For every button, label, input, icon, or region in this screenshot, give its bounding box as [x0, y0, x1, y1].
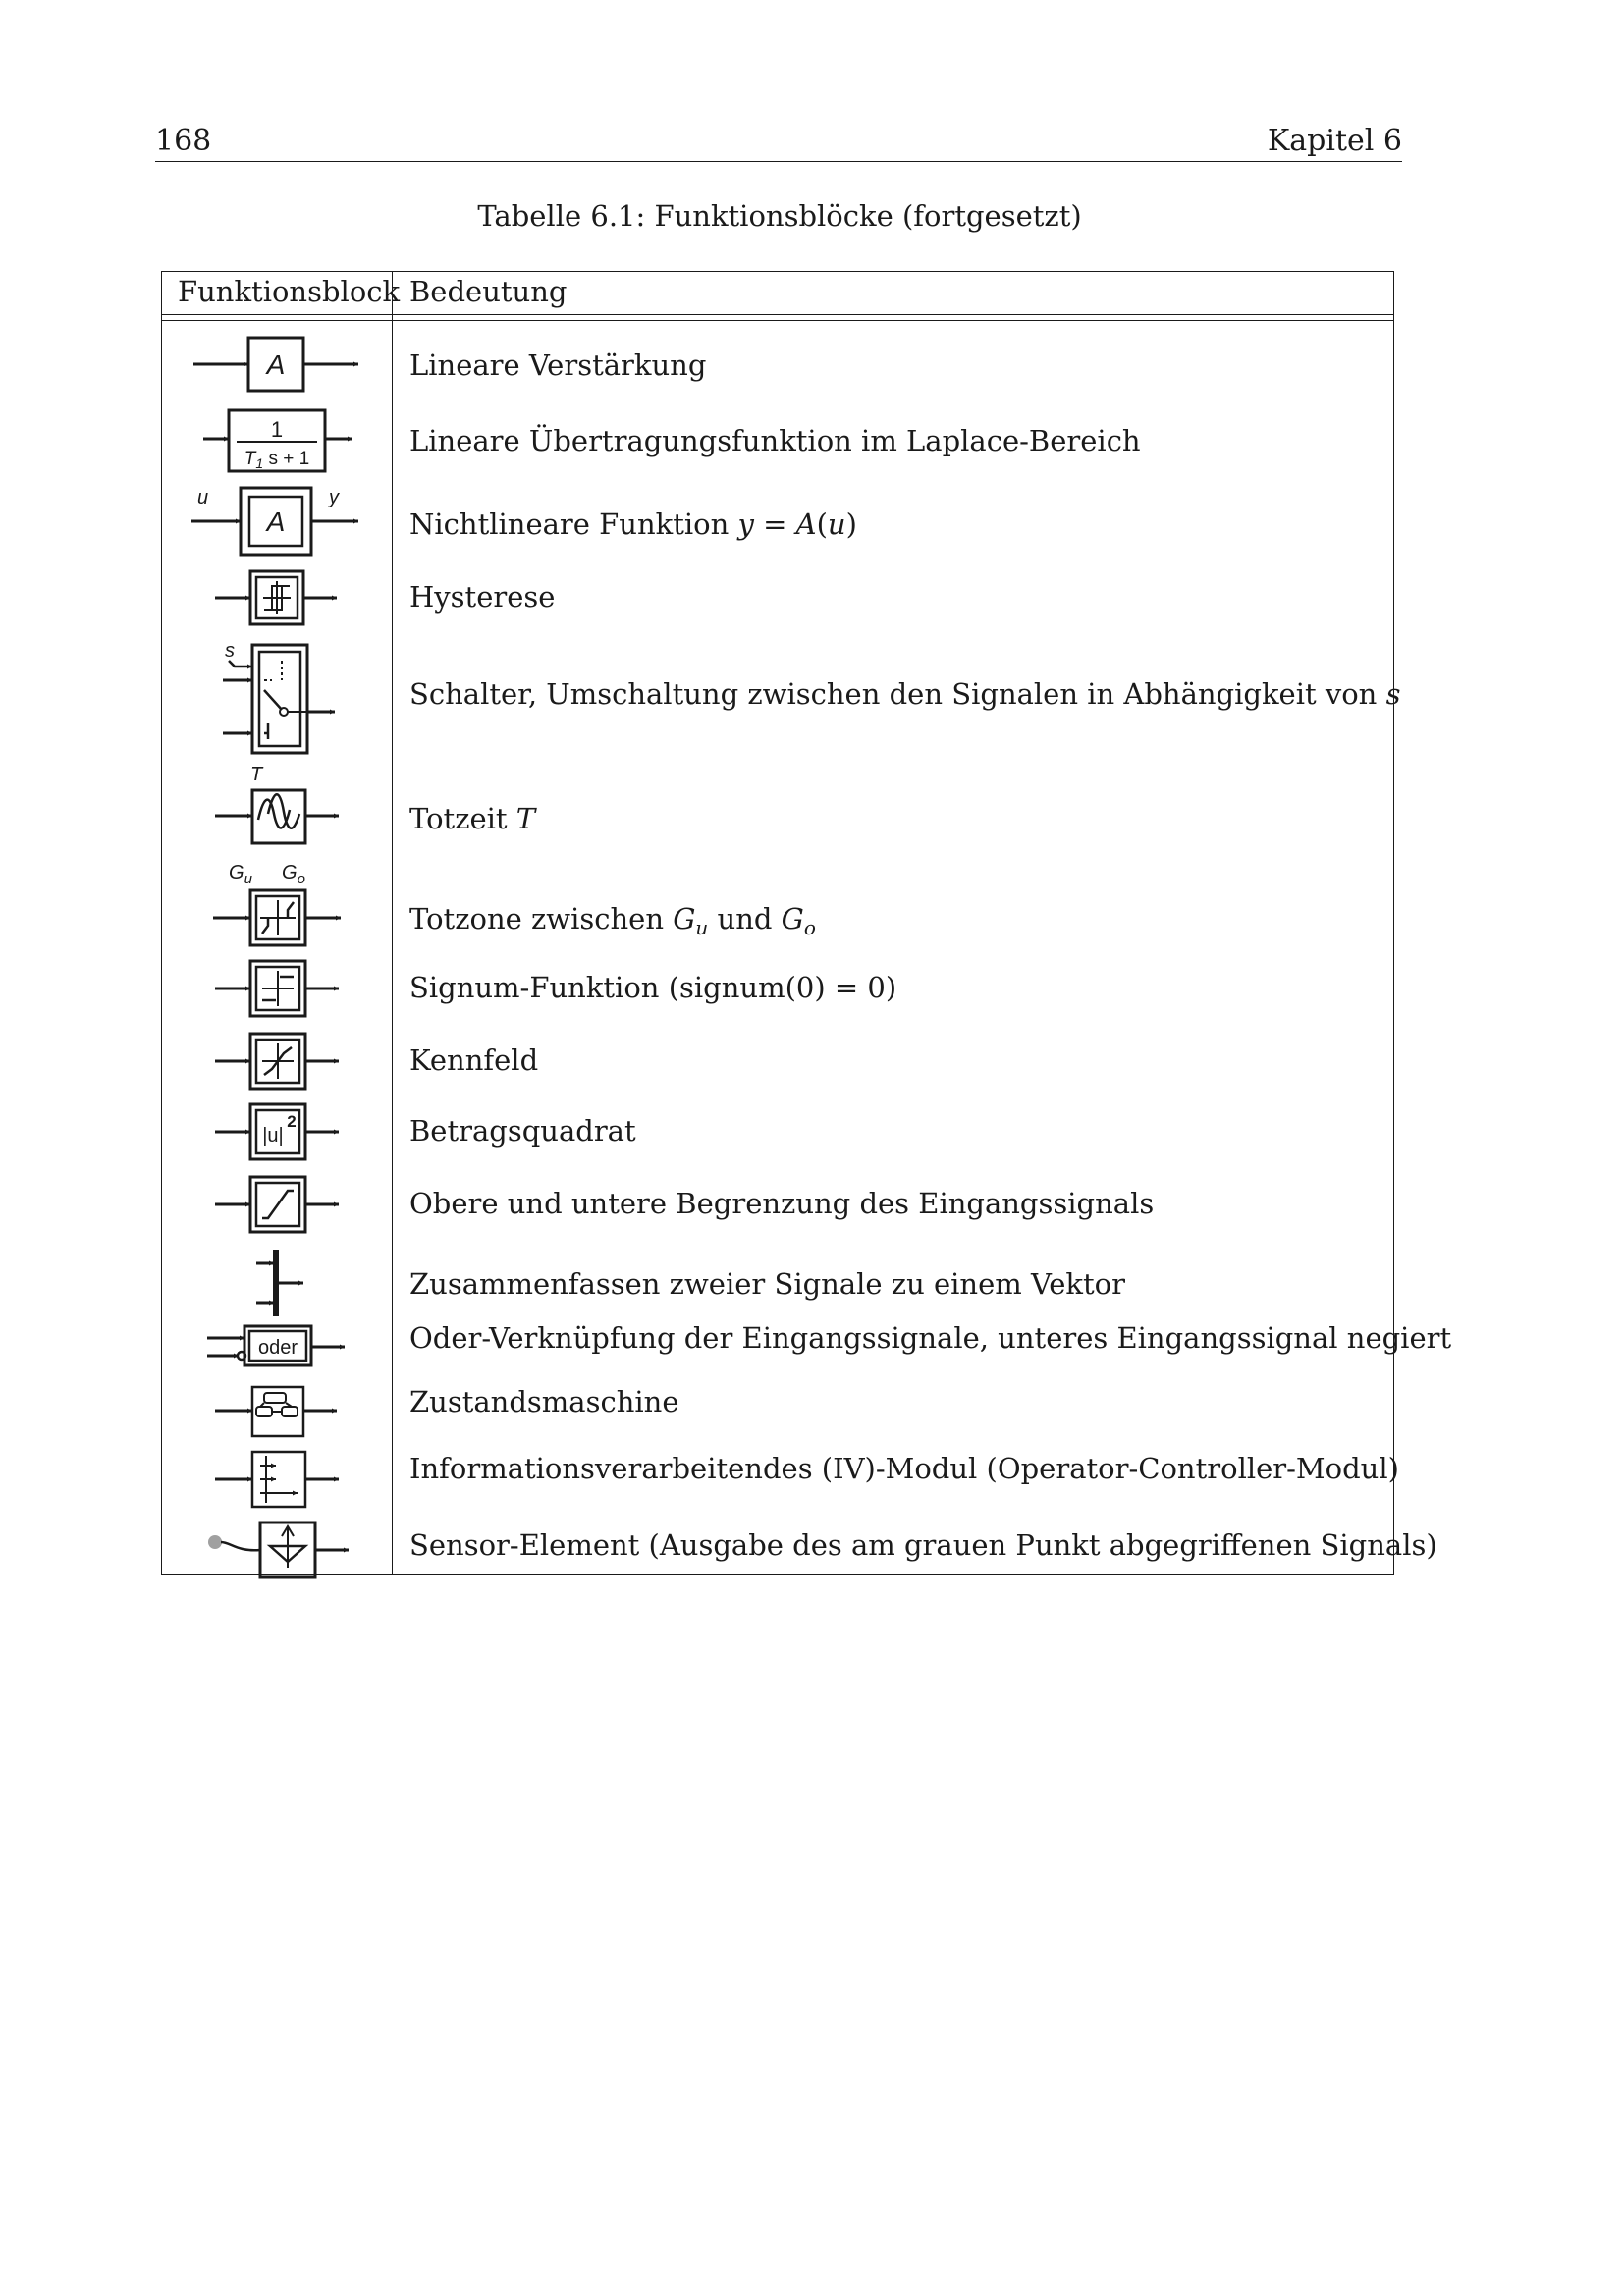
desc-saturation: Obere und untere Begrenzung des Eingangssignals [409, 1187, 1155, 1220]
table-row [162, 407, 1393, 478]
desc-mux: Zusammenfassen zweier Signale zu einem Vektor [409, 1267, 1125, 1301]
sensor-dot-icon [208, 1535, 222, 1549]
or-block-icon [162, 1316, 392, 1379]
state-machine-block-icon [162, 1379, 392, 1442]
table-row [162, 635, 1401, 755]
signum-block-icon [162, 955, 392, 1024]
desc-iv-module: Informationsverarbeitendes (IV)-Modul (Operator-Controller-Modul) [409, 1452, 1399, 1485]
desc-betragsquadrat: Betragsquadrat [409, 1114, 636, 1148]
deadzone-upper-label: $G_o$ [282, 862, 305, 887]
desc-linear-gain: Lineare Verstärkung [409, 348, 707, 382]
function-block-table [161, 271, 1452, 1575]
table-row [162, 857, 1393, 953]
transfer-numerator: 1 [270, 417, 284, 442]
header-rule-bottom [162, 320, 1393, 321]
desc-nonlinear: Nichtlineare Funktion y = A(u) [409, 507, 857, 541]
squared-magnitude-block-icon [162, 1096, 392, 1167]
table-row [162, 566, 1393, 631]
table-row [162, 1444, 1399, 1513]
table-row [162, 1096, 1393, 1167]
desc-switch: Schalter, Umschaltung zwischen den Signalen in Abhängigkeit von s [409, 677, 1401, 711]
desc-hysteresis: Hysterese [409, 580, 556, 614]
linear-gain-block-icon [162, 335, 392, 401]
desc-signum: Signum-Funktion (signum(0) = 0) [409, 971, 897, 1004]
table-row [162, 955, 1393, 1024]
or-label: oder [257, 1337, 298, 1359]
page-header [155, 124, 1402, 163]
switch-block-icon [162, 635, 392, 755]
transfer-function-block-icon [162, 407, 392, 478]
header-rule [155, 161, 1402, 162]
kennfeld-block-icon [162, 1026, 392, 1096]
nonlinear-output-label: y [329, 487, 339, 508]
mux-block-icon [162, 1244, 392, 1320]
chapter-title: Kapitel 6 [1267, 124, 1402, 158]
col-header-bedeutung: Bedeutung [409, 275, 568, 308]
desc-deadzone: Totzone zwischen $G_u$ und $G_o$ [409, 902, 816, 939]
deadtime-label: T [250, 764, 263, 785]
deadzone-lower-label: $G_u$ [229, 862, 252, 887]
deadzone-block-icon [162, 857, 392, 953]
switch-control-label: s [225, 640, 235, 662]
desc-laplace: Lineare Übertragungsfunktion im Laplace-Bereich [409, 424, 1141, 457]
transfer-denominator: $T_1$ s + 1 [244, 449, 310, 471]
table-row [162, 1026, 1393, 1096]
hysteresis-block-icon [162, 566, 392, 631]
nonlinear-block-icon [162, 484, 392, 561]
table-row [162, 335, 1393, 401]
table-caption: Tabelle 6.1: Funktionsblöcke (fortgesetzt) [477, 199, 1082, 233]
table-row [162, 1379, 1393, 1442]
desc-kennfeld: Kennfeld [409, 1043, 539, 1077]
squared-magnitude-label: |u| [262, 1125, 284, 1147]
desc-deadtime: Totzeit T [409, 802, 536, 835]
col-header-funktionsblock: Funktionsblock [178, 275, 401, 308]
iv-module-block-icon [162, 1444, 392, 1513]
nonlinear-input-label: u [197, 487, 209, 508]
table-row [162, 1244, 1393, 1320]
desc-or: Oder-Verknüpfung der Eingangssignale, unteres Eingangssignal negiert [409, 1321, 1452, 1355]
squared-magnitude-exponent: 2 [287, 1112, 297, 1131]
nonlinear-label: A [266, 507, 286, 537]
table-row [162, 1316, 1452, 1379]
table-row [162, 1513, 1437, 1585]
table-row [162, 484, 1393, 561]
sensor-block-icon [162, 1513, 392, 1585]
linear-gain-label: A [266, 349, 286, 380]
deadtime-block-icon [162, 759, 392, 853]
desc-sensor: Sensor-Element (Ausgabe des am grauen Punkt abgegriffenen Signals) [409, 1528, 1437, 1562]
desc-state-machine: Zustandsmaschine [409, 1385, 679, 1418]
table-row [162, 759, 1393, 853]
header-rule-top [162, 314, 1393, 315]
saturation-block-icon [162, 1167, 392, 1242]
page-number: 168 [155, 124, 212, 158]
table-row [162, 1167, 1393, 1242]
